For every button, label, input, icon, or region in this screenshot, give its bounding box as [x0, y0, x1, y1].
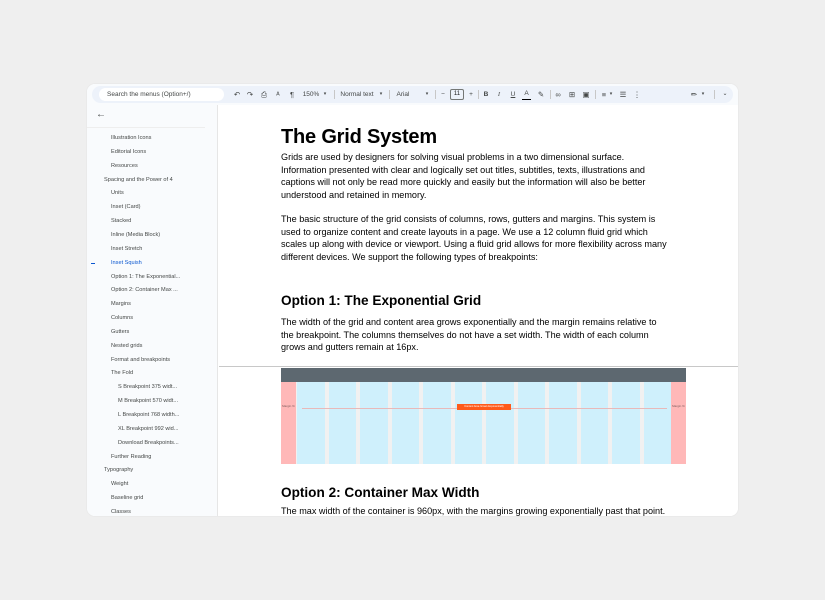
outline-item[interactable]: Margins	[111, 301, 131, 308]
outline-item[interactable]: Resources	[111, 162, 138, 169]
text-line: captions will not only be read more quickly and easily but the information will also be better	[281, 177, 646, 188]
outline-item[interactable]: Format and breakpoints	[111, 356, 171, 363]
style-select[interactable]: Normal text	[340, 91, 374, 98]
chevron-down-icon[interactable]: ▾	[609, 91, 613, 97]
highlight-icon[interactable]: ✎	[537, 90, 545, 99]
align-icon[interactable]: ≡	[601, 90, 607, 99]
outline-item[interactable]: Baseline grid	[111, 495, 144, 502]
separator	[334, 90, 335, 99]
grid-column	[297, 382, 325, 464]
outline-item[interactable]: Inset (Card)	[111, 204, 141, 211]
toolbar	[87, 84, 738, 105]
intro-paragraph	[281, 151, 701, 201]
margin-label: Margin %	[282, 404, 295, 408]
outline-item[interactable]: The Fold	[111, 370, 134, 377]
more-icon[interactable]: ⋮	[633, 90, 641, 99]
option-2-paragraph: The max width of the container is 960px, with the margins growing exponentially past that point.	[281, 506, 666, 516]
page-break	[219, 366, 738, 367]
separator	[478, 90, 479, 99]
collapse-icon[interactable]: ⌄	[722, 91, 728, 97]
editing-mode-icon[interactable]: ✏	[690, 90, 698, 99]
outline-item[interactable]: Illustration Icons	[111, 135, 152, 141]
outline-item[interactable]: Nested grids	[111, 342, 143, 349]
outline-item[interactable]: M Breakpoint 570 widt...	[118, 398, 179, 405]
separator	[389, 90, 390, 99]
document-outline	[87, 105, 218, 516]
undo-icon[interactable]: ↶	[233, 90, 241, 99]
heading-option-1: Option 1: The Exponential Grid	[281, 293, 482, 308]
outline-item[interactable]: Inset Squish	[111, 259, 142, 266]
text-line: Grids are used by designers for solving visual problems in a two dimensional surface.	[281, 152, 625, 162]
text-line: used to organize content and create layouts in a page. We use a 12 column fluid grid which	[281, 226, 648, 237]
search-menus-input[interactable]: Search the menus (Option+/)	[99, 88, 224, 101]
chevron-down-icon[interactable]: ▾	[701, 91, 705, 97]
left-margin	[281, 382, 296, 464]
chevron-down-icon[interactable]: ▾	[379, 91, 383, 97]
outline-item[interactable]: Typography	[104, 467, 134, 474]
underline-button[interactable]: U	[510, 91, 516, 98]
grid-figure-image[interactable]	[281, 368, 686, 464]
grid-column	[644, 382, 672, 464]
grid-column	[486, 382, 514, 464]
text-line: The width of the grid and content area grows exponentially and the margin remains relative to	[281, 317, 657, 327]
separator	[595, 90, 596, 99]
bold-button[interactable]: B	[483, 91, 489, 98]
grid-header-bar	[281, 368, 686, 382]
outline-item[interactable]: Columns	[111, 315, 134, 322]
grid-column	[423, 382, 451, 464]
outline-item[interactable]: L Breakpoint 768 width...	[118, 412, 180, 418]
grid-column	[549, 382, 577, 464]
outline-item[interactable]: Stacked	[111, 218, 132, 225]
outline-item[interactable]: Inline (Media Block)	[111, 231, 161, 238]
font-select[interactable]: Arial	[396, 91, 410, 98]
option-1-paragraph	[281, 316, 701, 354]
grid-column	[329, 382, 357, 464]
text-line: understood and retained in memory.	[281, 189, 427, 200]
structure-paragraph	[281, 213, 701, 263]
grid-column	[612, 382, 640, 464]
spellcheck-icon[interactable]: ᴬ	[276, 90, 280, 99]
separator	[714, 90, 715, 99]
paint-format-icon[interactable]: ¶	[289, 90, 295, 99]
separator	[550, 90, 551, 99]
content-area-badge: Content Area Grows Exponentially	[457, 404, 511, 410]
link-icon[interactable]: ∞	[555, 90, 561, 99]
add-comment-icon[interactable]: ⊞	[568, 90, 576, 99]
outline-item[interactable]: Option 2: Container Max ...	[111, 287, 178, 294]
font-size-input[interactable]: 11	[450, 89, 464, 100]
increase-font-size-button[interactable]: +	[469, 91, 473, 98]
grid-column	[518, 382, 546, 464]
insert-image-icon[interactable]: ▣	[582, 90, 590, 99]
text-line: grows and gutters remain at 16px.	[281, 342, 419, 353]
outline-item[interactable]: Option 1: The Exponential...	[111, 273, 181, 280]
outline-item[interactable]: Inset Stretch	[111, 245, 143, 252]
text-line: Information presented with clear and logically set out titles, subtitles, texts, illustrations and	[281, 164, 645, 175]
back-arrow-icon[interactable]: ←	[96, 109, 106, 120]
outline-item[interactable]: Download Breakpoints...	[118, 439, 179, 446]
text-line: scales up along with device or viewport. Using a fluid grid allows for more flexibility across many	[281, 239, 667, 250]
grid-column	[392, 382, 420, 464]
grid-column	[360, 382, 388, 464]
chevron-down-icon[interactable]: ▾	[323, 91, 327, 97]
docs-window	[87, 84, 738, 516]
outline-item[interactable]: Classes	[111, 508, 131, 515]
decrease-font-size-button[interactable]: −	[441, 91, 445, 98]
grid-column	[581, 382, 609, 464]
chevron-down-icon[interactable]: ▾	[425, 91, 429, 97]
page-title: The Grid System	[281, 126, 437, 148]
outline-item[interactable]: Units	[111, 190, 124, 197]
grid-column	[455, 382, 483, 464]
text-line: the breakpoint. The columns themselves do not have a set width. The width of each column	[281, 329, 649, 340]
zoom-select[interactable]: 150%	[302, 91, 320, 98]
divider	[87, 127, 205, 128]
active-indicator	[91, 263, 95, 264]
line-spacing-icon[interactable]: ☰	[619, 90, 627, 99]
outline-item[interactable]: Further Reading	[111, 453, 152, 460]
outline-item[interactable]: S Breakpoint 375 widt...	[118, 384, 178, 391]
text-line: The basic structure of the grid consists of columns, rows, gutters and margins. This system is	[281, 214, 656, 224]
outline-item[interactable]: Weight	[111, 481, 129, 488]
separator	[435, 90, 436, 99]
document-page[interactable]	[219, 105, 738, 516]
italic-button[interactable]: I	[497, 91, 501, 98]
outline-item[interactable]: Spacing and the Power of 4	[104, 176, 173, 183]
outline-item[interactable]: XL Breakpoint 992 wid...	[118, 425, 179, 432]
outline-item[interactable]: Editorial Icons	[111, 148, 147, 155]
outline-item[interactable]: Gutters	[111, 328, 130, 335]
text-line: different devices. We support the following types of breakpoints:	[281, 251, 538, 262]
redo-icon[interactable]: ↷	[246, 90, 254, 99]
print-icon[interactable]: ⎙	[261, 90, 267, 99]
margin-label: Margin %	[672, 404, 685, 408]
text-color-button[interactable]: A	[522, 89, 531, 100]
heading-option-2: Option 2: Container Max Width	[281, 485, 480, 500]
right-margin	[671, 382, 686, 464]
